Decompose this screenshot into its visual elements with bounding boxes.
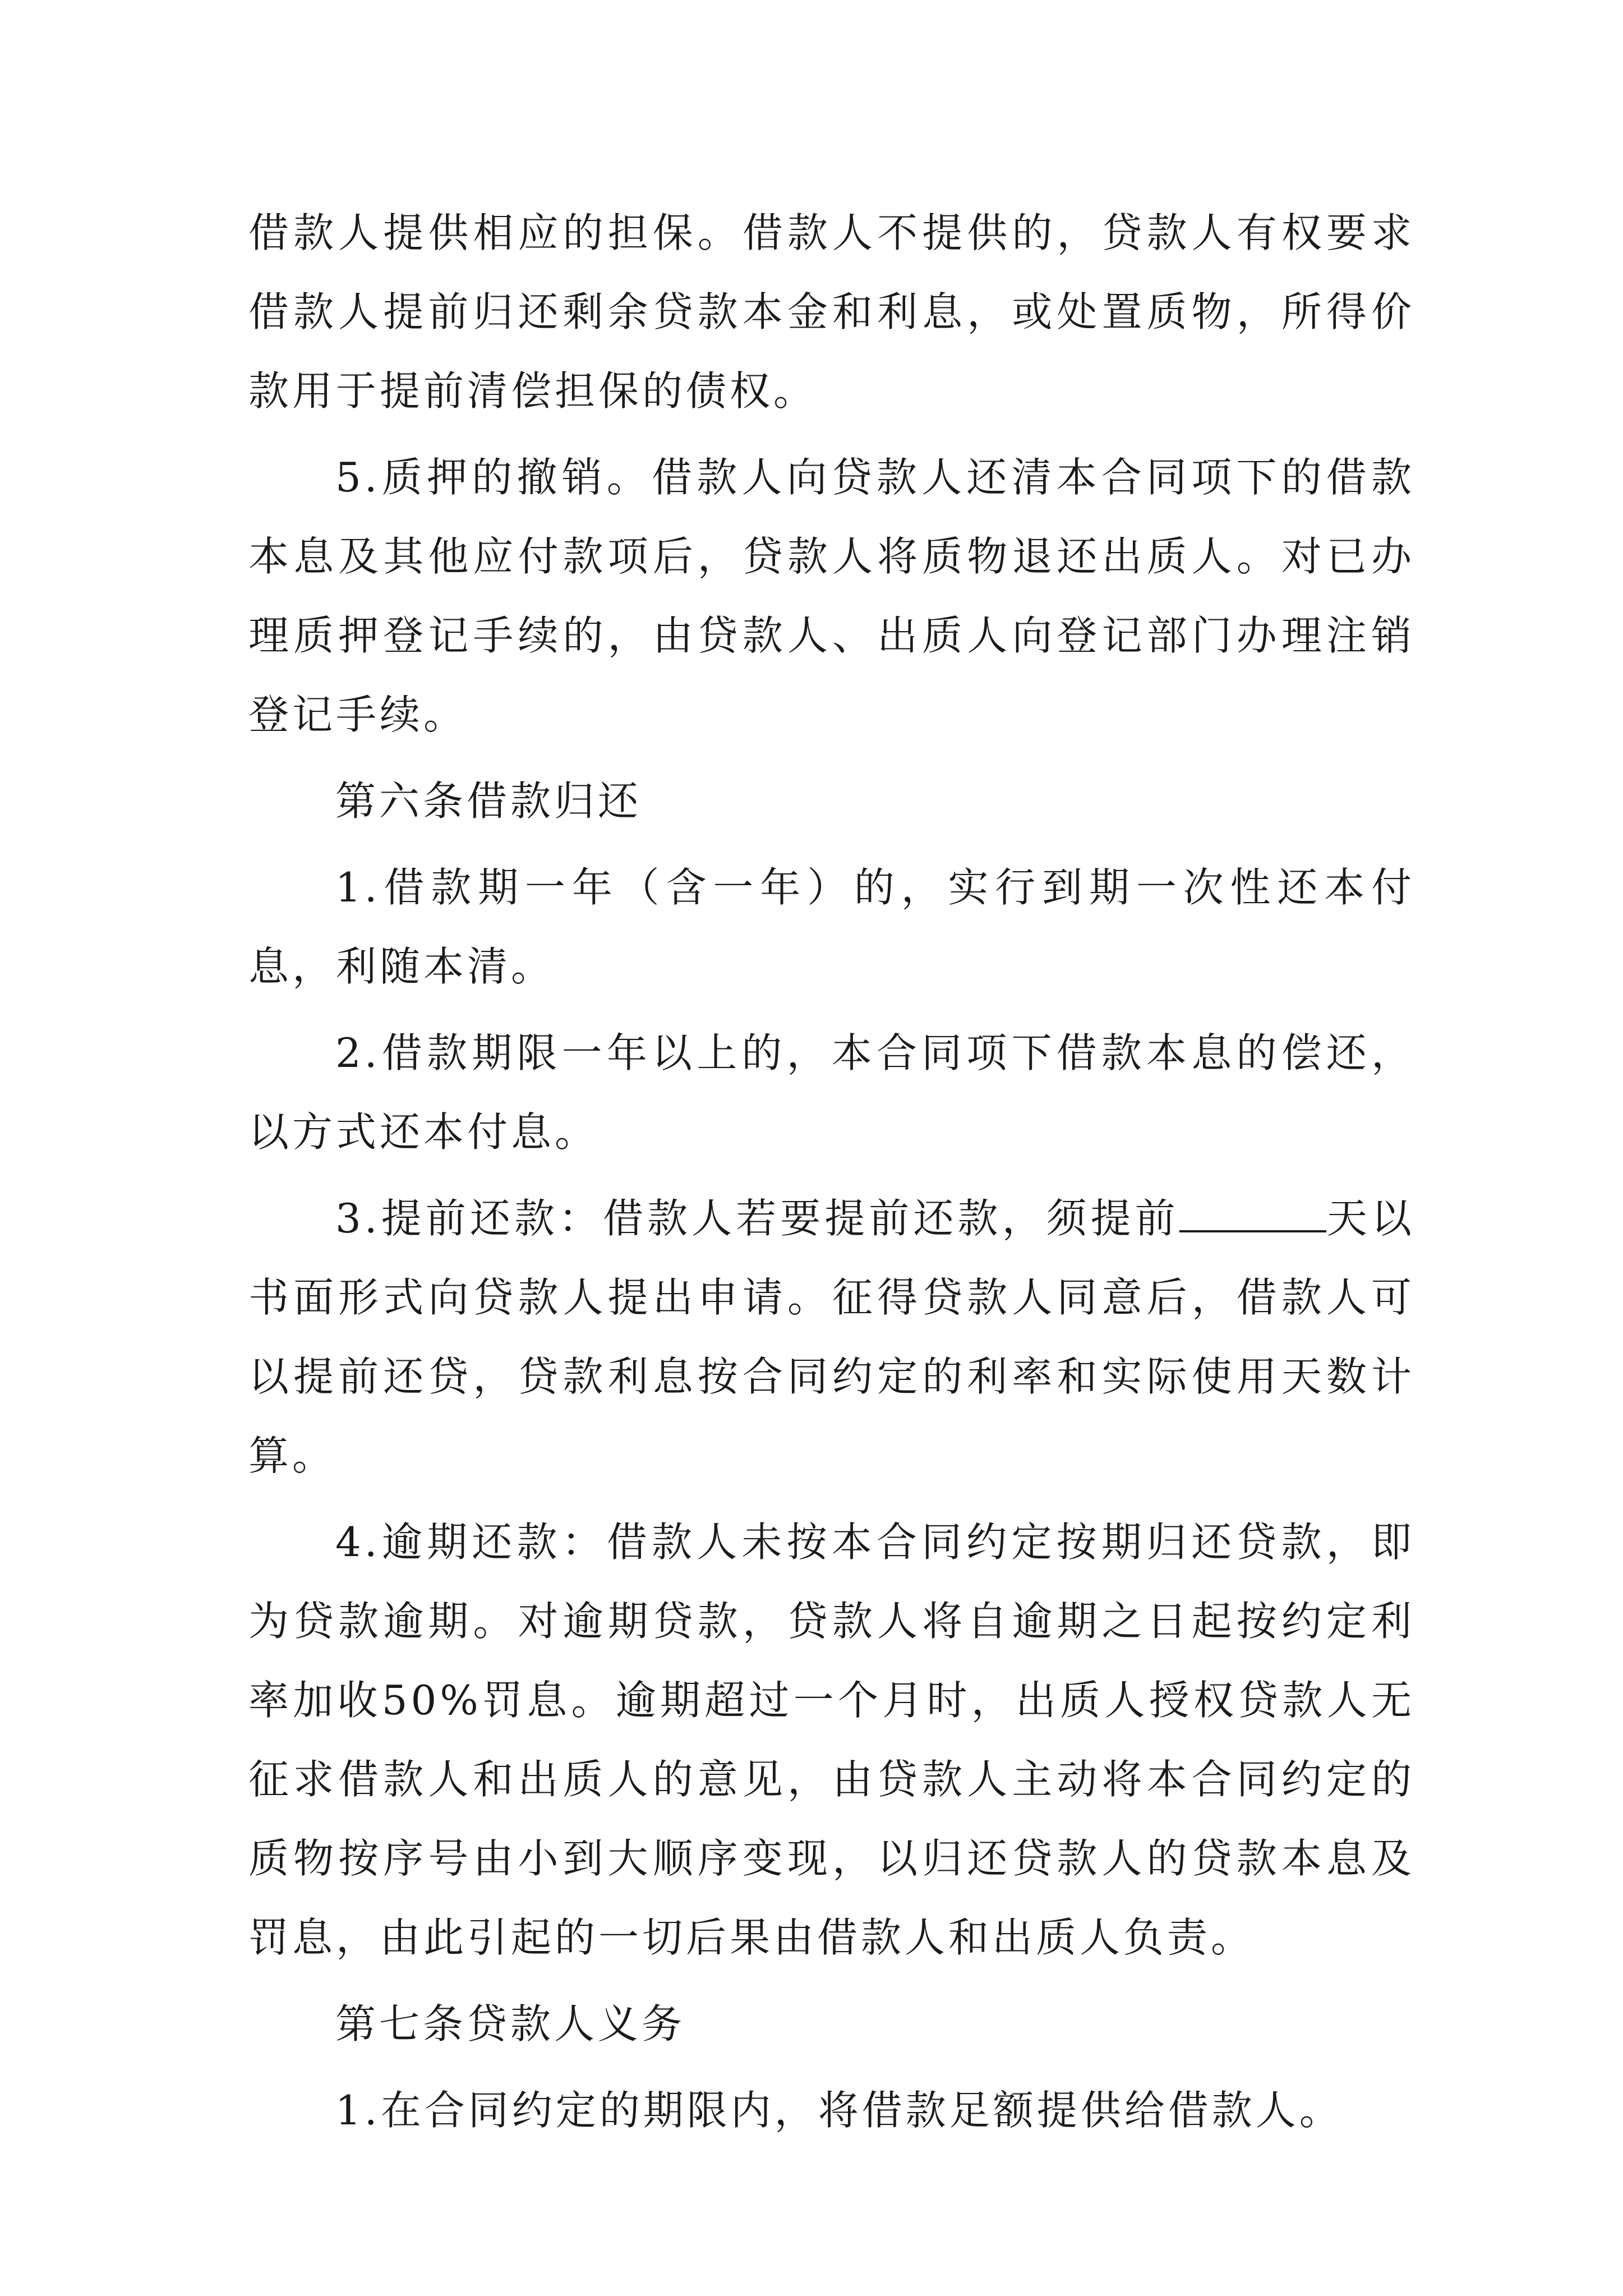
days-blank-line <box>1179 1191 1326 1232</box>
heading-article-7: 第七条贷款人义务 <box>335 2000 686 2047</box>
paragraph-early-repayment <box>248 1179 1415 1496</box>
paragraph-pledge-revocation: 5.质押的撤销。借款人向贷款人还清本合同项下的借款本息及其他应付款项后，贷款人将质物退还出质人。对已办理质押登记手续的，由贷款人、出质人向登记部门办理注销登记手续。 <box>248 454 1415 738</box>
paragraph-overdue-repayment: 4.逾期还款：借款人未按本合同约定按期归还贷款，即为贷款逾期。对逾期贷款，贷款人将自逾期之日起按约定利率加收50%罚息。逾期超过一个月时，出质人授权贷款人无征求借款人和出质人的意见，由贷款人主动将本合同约定的质物按序号由小到大顺序变现，以归还贷款人的贷款本息及罚息，由此引起的一切后果由借款人和出质人负责。 <box>248 1519 1415 1961</box>
paragraph-lender-duty-1: 1.在合同约定的期限内，将借款足额提供给借款人。 <box>335 2087 1343 2134</box>
paragraph-guarantee-continuation: 借款人提供相应的担保。借款人不提供的，贷款人有权要求借款人提前归还剩余贷款本金和利息，或处置质物，所得价款用于提前清偿担保的债权。 <box>248 209 1415 415</box>
heading-article-6: 第六条借款归还 <box>335 777 642 825</box>
paragraph-repayment-2: 2.借款期限一年以上的，本合同项下借款本息的偿还，以方式还本付息。 <box>248 1029 1415 1156</box>
paragraph-repayment-1: 1.借款期一年（含一年）的，实行到期一次性还本付息，利随本清。 <box>248 864 1415 990</box>
early-repayment-text-after: 天以书面形式向贷款人提出申请。征得贷款人同意后，借款人可以提前还贷，贷款利息按合同约定的利率和实际使用天数计算。 <box>248 1195 1415 1479</box>
document-body <box>248 194 1415 2157</box>
early-repayment-text-before: 3.提前还款：借款人若要提前还款，须提前 <box>335 1195 1179 1242</box>
